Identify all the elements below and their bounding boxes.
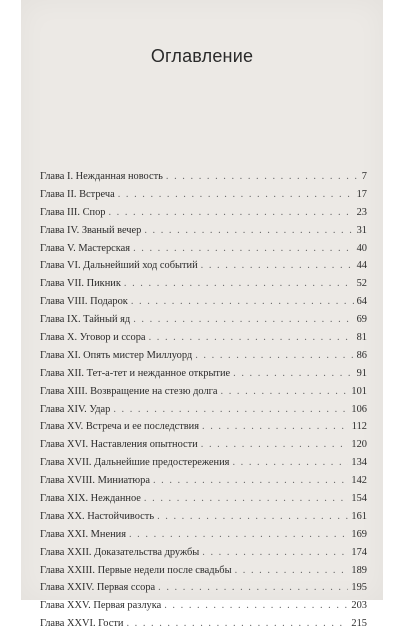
toc-dot-leader [108, 207, 353, 218]
toc-dot-leader [221, 386, 349, 397]
toc-entry [40, 296, 367, 314]
toc-entry-page-number: 7 [361, 171, 367, 182]
toc-entry-title: Глава V. Мастерская [40, 242, 131, 254]
toc-entry [40, 278, 367, 296]
toc-dot-leader [118, 189, 354, 200]
toc-entry-title: Глава IV. Званый вечер [40, 224, 142, 236]
toc-entry [40, 600, 367, 618]
toc-entry-page-number: 31 [356, 224, 367, 236]
toc-entry-page-number: 91 [356, 367, 367, 379]
toc-entry-page-number: 64 [356, 296, 367, 308]
toc-entry-page-number: 169 [351, 528, 367, 540]
toc-entry-page-number: 142 [351, 475, 367, 487]
toc-entry-page-number: 215 [351, 618, 367, 630]
toc-entry [40, 404, 367, 422]
toc-entry-page-number: 134 [351, 457, 367, 469]
toc-dot-leader [149, 332, 354, 343]
toc-entry [40, 386, 367, 404]
toc-entry-title: Глава XVI. Наставления опытности [40, 439, 198, 451]
toc-dot-leader [166, 171, 359, 182]
toc-dot-leader [153, 475, 348, 486]
toc-entry-title: Глава XIX. Нежданное [40, 493, 141, 505]
toc-entry-title: Глава XXV. Первая разлука [40, 600, 162, 612]
toc-entry-title: Глава XVII. Дальнейшие предостережения [40, 457, 230, 469]
toc-entry-title: Глава XX. Настойчивость [40, 510, 155, 522]
toc-dot-leader [233, 368, 353, 379]
toc-entry-page-number: 154 [351, 493, 367, 505]
toc-entry [40, 547, 367, 565]
toc-dot-leader [133, 243, 354, 254]
toc-entry [40, 171, 367, 189]
toc-dot-leader [129, 529, 348, 540]
toc-entry [40, 565, 367, 583]
toc-entry [40, 421, 367, 439]
toc-entry-title: Глава X. Уговор и ссора [40, 332, 146, 344]
toc-entry-page-number: 23 [356, 206, 367, 218]
toc-entry-page-number: 40 [356, 242, 367, 254]
toc-entry-title: Глава XXIII. Первые недели после свадьбы [40, 564, 232, 576]
toc-entry-title: Глава IX. Тайный яд [40, 314, 131, 326]
toc-entry-page-number: 161 [351, 510, 367, 522]
toc-entry [40, 260, 367, 278]
toc-entry-page-number: 101 [351, 385, 367, 397]
toc-entry-title: Глава XIV. Удар [40, 403, 111, 415]
toc-entry-page-number: 112 [351, 421, 367, 433]
toc-entry-page-number: 120 [351, 439, 367, 451]
table-of-contents [40, 171, 367, 636]
toc-dot-leader [201, 260, 354, 271]
toc-entry-page-number: 69 [356, 314, 367, 326]
toc-entry-title: Глава III. Спор [40, 206, 106, 218]
toc-entry [40, 493, 367, 511]
toc-entry-page-number: 52 [356, 278, 367, 290]
toc-dot-leader [202, 421, 349, 432]
toc-dot-leader [144, 225, 353, 236]
toc-entry-page-number: 195 [351, 582, 367, 594]
toc-dot-leader [124, 278, 354, 289]
toc-entry-title: Глава I. Нежданная новость [40, 171, 163, 182]
toc-entry-title: Глава XXII. Доказательства дружбы [40, 546, 200, 558]
toc-entry-title: Глава VII. Пикник [40, 278, 121, 290]
toc-entry-title: Глава II. Встреча [40, 188, 115, 200]
toc-dot-leader [201, 439, 349, 450]
toc-dot-leader [126, 618, 348, 629]
toc-entry-page-number: 44 [356, 260, 367, 272]
toc-entry-page-number: 81 [356, 332, 367, 344]
toc-entry-page-number: 203 [351, 600, 367, 612]
toc-dot-leader [144, 493, 348, 504]
toc-dot-leader [131, 296, 354, 307]
toc-entry-title: Глава XXIV. Первая ссора [40, 582, 156, 594]
toc-entry-page-number: 86 [356, 349, 367, 361]
toc-entry [40, 439, 367, 457]
toc-dot-leader [164, 600, 348, 611]
toc-entry-title: Глава XV. Встреча и ее последствия [40, 421, 200, 433]
toc-dot-leader [195, 350, 353, 361]
toc-entry [40, 618, 367, 636]
toc-dot-leader [202, 547, 348, 558]
toc-entry-page-number: 106 [351, 403, 367, 415]
toc-entry-title: Глава XVIII. Миниатюра [40, 475, 150, 487]
toc-dot-leader [133, 314, 353, 325]
toc-entry [40, 243, 367, 261]
toc-entry-title: Глава XII. Тет-а-тет и нежданное открытие [40, 367, 231, 379]
toc-entry [40, 511, 367, 529]
toc-dot-leader [232, 457, 348, 468]
page-title: Оглавление [150, 46, 254, 66]
toc-entry [40, 457, 367, 475]
toc-entry [40, 189, 367, 207]
toc-entry [40, 332, 367, 350]
toc-entry [40, 529, 367, 547]
book-page [21, 0, 383, 630]
toc-entry-title: Глава XIII. Возвращение на стезю долга [40, 385, 218, 397]
toc-entry-title: Глава VIII. Подарок [40, 296, 128, 308]
toc-entry-title: Глава XI. Опять мистер Миллуорд [40, 349, 193, 361]
toc-entry [40, 350, 367, 368]
toc-entry-title: Глава XXI. Мнения [40, 528, 126, 540]
toc-entry [40, 475, 367, 493]
toc-entry [40, 225, 367, 243]
toc-entry-title: Глава XXVI. Гости [40, 618, 124, 630]
toc-entry [40, 207, 367, 225]
toc-entry [40, 314, 367, 332]
toc-dot-leader [235, 565, 349, 576]
toc-dot-leader [158, 582, 348, 593]
toc-dot-leader [113, 404, 348, 415]
toc-entry-title: Глава VI. Дальнейший ход событий [40, 260, 198, 272]
toc-entry [40, 582, 367, 600]
toc-dot-leader [157, 511, 348, 522]
toc-entry-page-number: 17 [356, 188, 367, 200]
toc-entry-page-number: 189 [351, 564, 367, 576]
toc-entry [40, 368, 367, 386]
toc-entry-page-number: 174 [351, 546, 367, 558]
